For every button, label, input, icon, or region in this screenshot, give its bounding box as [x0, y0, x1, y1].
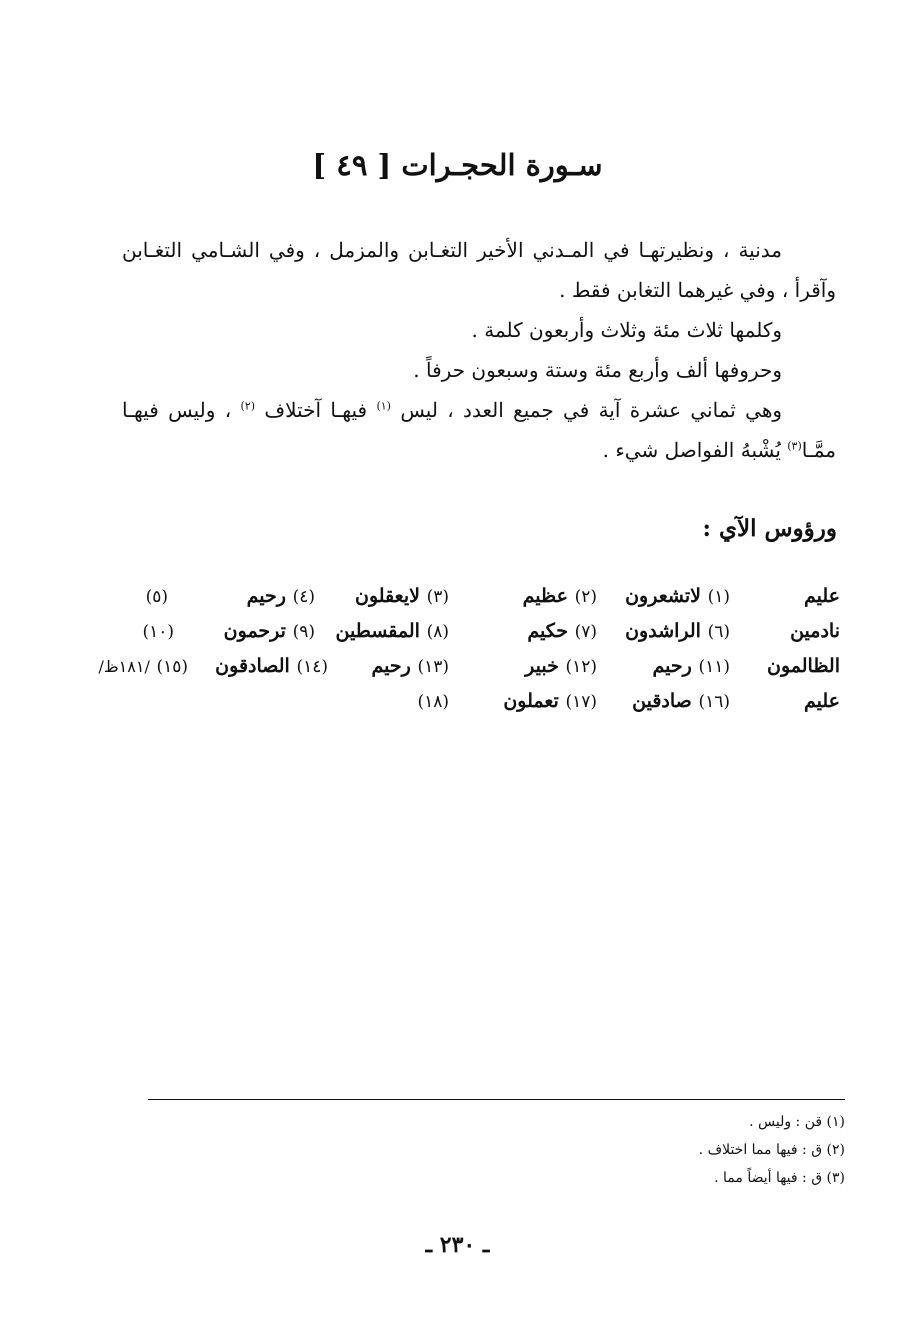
ayah-word: لايعقلون: [354, 585, 420, 607]
ayah-word: نادمين: [790, 620, 840, 642]
ayah-number: (١٧): [565, 692, 597, 712]
ayah-entry: [632, 690, 730, 712]
footnote-3: (٣) ق : فيها أيضاً مما .: [714, 1170, 845, 1186]
ayah-number: (١٥): [156, 657, 188, 677]
ayah-number: (٩): [292, 622, 315, 642]
ayah-word: حكيم: [527, 620, 568, 642]
surah-title: سـورة الحجـرات [ ٤٩ ]: [312, 148, 603, 182]
ayah-entry: [336, 620, 449, 642]
ayah-number: (٨): [426, 622, 449, 642]
ayah-number: (١): [707, 587, 730, 607]
footnotes: [699, 1108, 845, 1192]
ayah-word: الصادقون: [215, 655, 290, 677]
ayah-word: عليم: [803, 585, 840, 607]
intro-line-3: وحروفها ألف وأربع مئة وستة وسبعون حرفاً .: [413, 358, 782, 382]
ayah-number: (١٢): [565, 657, 597, 677]
ayah-word: عظيم: [522, 585, 568, 607]
ayah-number: (٧): [574, 622, 597, 642]
intro-line-4-part-d: يُشْبهُ الفواصل شيء .: [602, 438, 781, 462]
intro-line-2: وكلمها ثلاث مئة وثلاث وأربعون كلمة .: [471, 318, 782, 342]
footnote-divider: [148, 1099, 845, 1100]
ayat-row: [80, 620, 840, 655]
ayah-number: (١٠): [142, 622, 174, 642]
ayah-number: (١٤): [296, 657, 328, 677]
ayah-entry: [98, 655, 188, 677]
ayah-word: رحيم: [246, 585, 286, 607]
ayah-word: عليم: [803, 690, 840, 712]
ayah-entry: [523, 585, 597, 607]
page-number: ـ ٢٣٠ ـ: [425, 1232, 490, 1258]
ayah-word: الظالمون: [767, 655, 840, 677]
ayat-row: [80, 690, 840, 725]
ayat-endings: [80, 585, 840, 725]
ayah-word: تعملون: [503, 690, 559, 712]
intro-text: [122, 230, 836, 470]
ayah-entry: [247, 585, 315, 607]
ayah-entry: [527, 620, 597, 642]
ayah-number: (١١): [698, 657, 730, 677]
ayah-number: (١٨): [417, 692, 449, 712]
ayah-word: لاتشعرون: [625, 585, 701, 607]
ayah-number: (٢): [574, 587, 597, 607]
ayah-entry: [355, 585, 449, 607]
ayat-row: [80, 655, 840, 690]
intro-line-4-part-c: ، وليس فيهـا ممَّـا: [122, 398, 836, 462]
ayah-number: (٤): [292, 587, 315, 607]
ayah-word: الراشدون: [625, 620, 701, 642]
intro-line-1: مدنية ، ونظيرتهـا في المـدني الأخير التغـابن والمزمل ، وفي الشـامي التغـابن وآقرأ ، وفي غيرهما التغابن فقط .: [122, 238, 836, 302]
intro-line-4: [122, 390, 836, 470]
ayah-word: خبير: [525, 655, 559, 677]
ayah-number: (٣): [426, 587, 449, 607]
ayah-word: صادقين: [632, 690, 692, 712]
ayah-entry: [653, 655, 730, 677]
ayah-word: ترحمون: [223, 620, 286, 642]
ayah-entry: [372, 655, 449, 677]
ayah-entry: [224, 620, 315, 642]
ayah-entry: [625, 620, 730, 642]
ayah-number: (٦): [707, 622, 730, 642]
ayah-entry: [417, 690, 449, 712]
ayah-number: (٥): [145, 587, 168, 607]
ayah-entry: [625, 585, 730, 607]
ayah-number: (١٣): [417, 657, 449, 677]
footnote-2: (٢) ق : فيها مما اختلاف .: [698, 1142, 845, 1158]
intro-line-4-part-b: فيهـا آختلاف: [264, 398, 368, 422]
footnote-ref-1[interactable]: (١): [376, 399, 391, 413]
ayah-word: المقسطين: [335, 620, 420, 642]
footnote-ref-2[interactable]: (٢): [240, 399, 256, 413]
ayah-number: (١٦): [698, 692, 730, 712]
ayah-entry: [146, 585, 168, 607]
intro-line-4-part-a: وهي ثماني عشرة آية في جميع العدد ، ليس: [400, 398, 783, 422]
manuscript-folio-ref: /١٨١ظ/: [98, 657, 150, 676]
ayah-entry: [142, 620, 174, 642]
ayah-entry: [525, 655, 597, 677]
ayah-word: رحيم: [652, 655, 692, 677]
ayah-word: رحيم: [371, 655, 411, 677]
ayah-entry: [503, 690, 597, 712]
ayah-entry: [215, 655, 328, 677]
footnote-1: (١) قن : وليس .: [749, 1114, 845, 1130]
ayat-row: [80, 585, 840, 620]
footnote-ref-3[interactable]: (٣): [787, 439, 802, 453]
ayat-heading: ورؤوس الآي :: [702, 515, 837, 542]
